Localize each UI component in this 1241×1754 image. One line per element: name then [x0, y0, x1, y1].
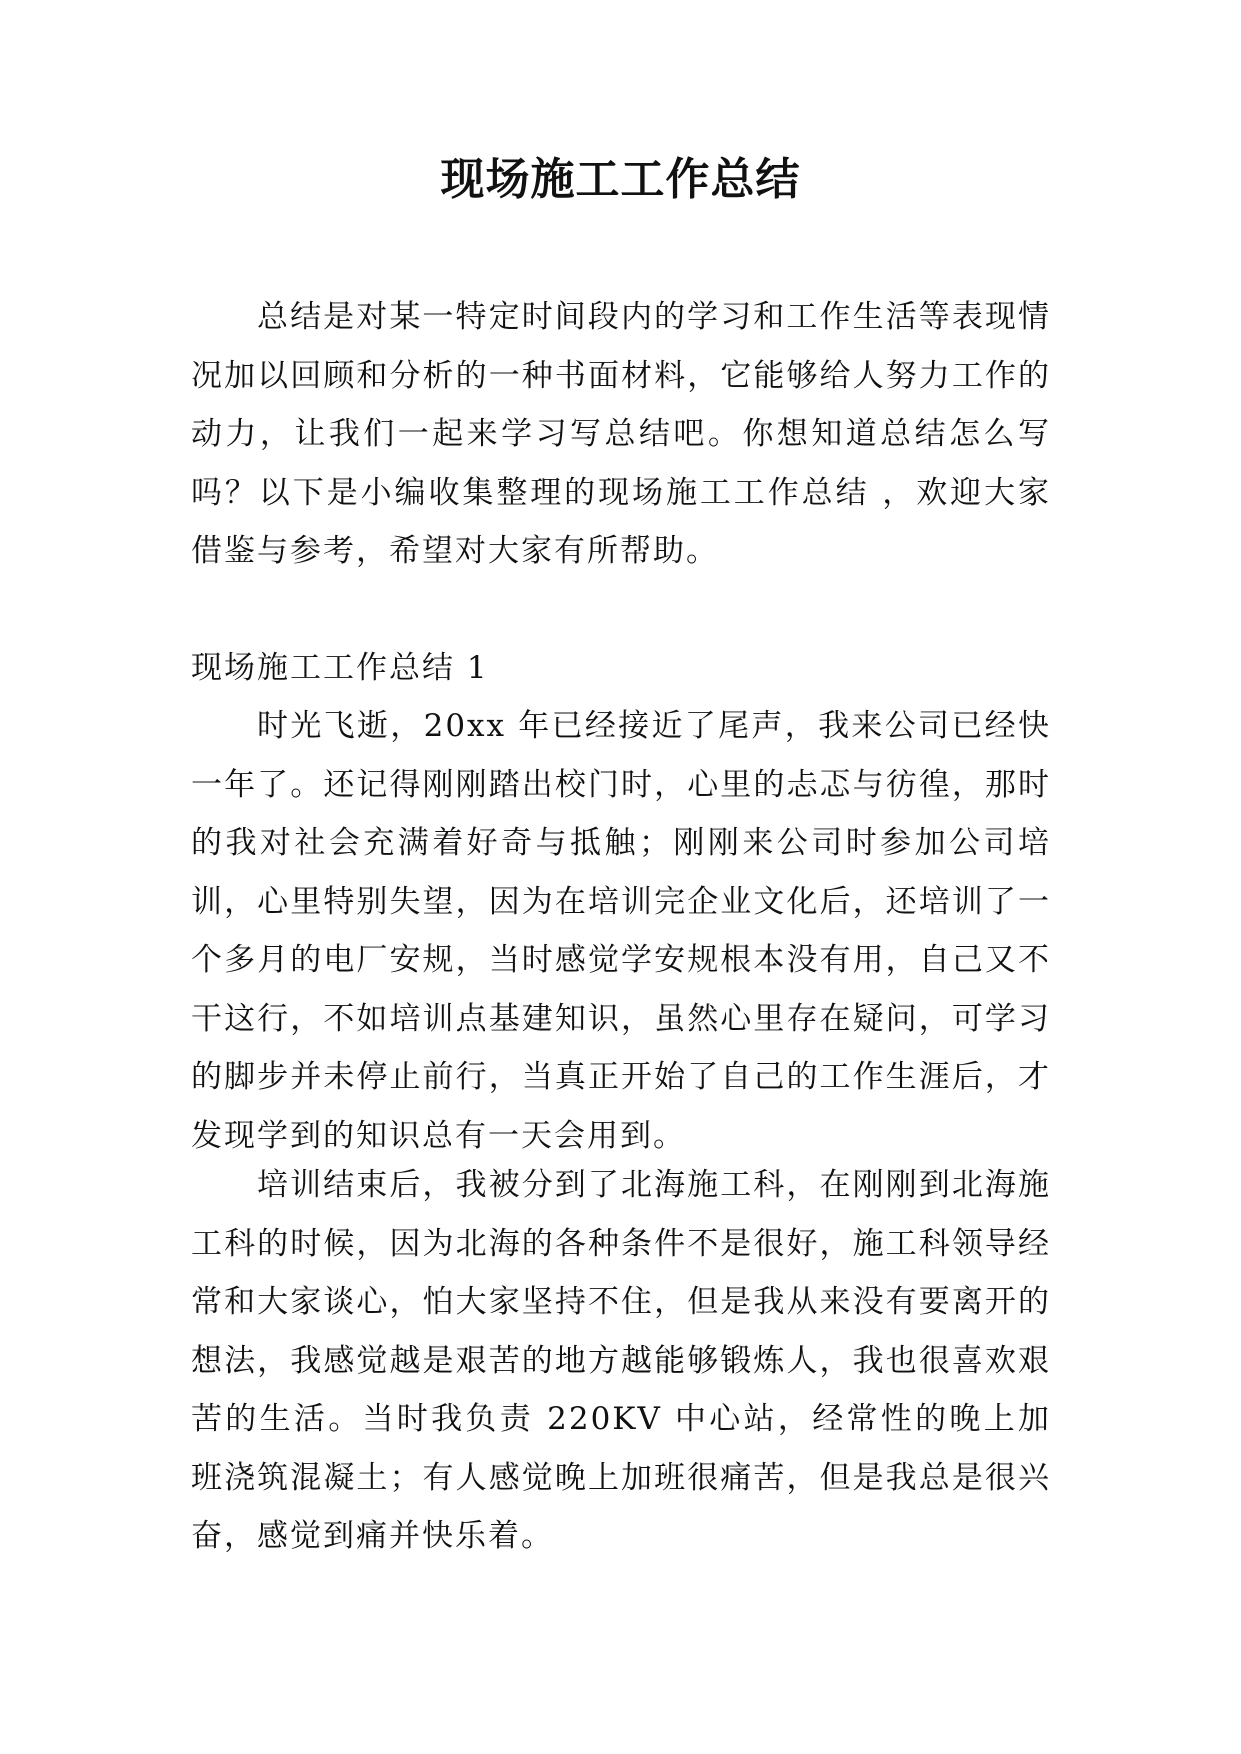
body-paragraph-1: 时光飞逝，20xx 年已经接近了尾声，我来公司已经快一年了。还记得刚刚踏出校门时，心里的忐忑与彷徨，那时的我对社会充满着好奇与抵触；刚刚来公司时参加公司培训，心里特别失望，因为在培训完企业文化后，还培训了一个多月的电厂安规，当时感觉学安规根本没有用，自己又不干这行，不如培训点基建知识，虽然心里存在疑问，可学习的脚步并未停止前行，当真正开始了自己的工作生涯后，才发现学到的知识总有一天会用到。 — [191, 708, 1051, 1154]
section-heading: 现场施工工作总结 1 — [191, 650, 489, 686]
body-paragraph-2: 培训结束后，我被分到了北海施工科，在刚刚到北海施工科的时候，因为北海的各种条件不是很好，施工科领导经常和大家谈心，怕大家坚持不住，但是我从来没有要离开的想法，我感觉越是艰苦的地方越能够锻炼人，我也很喜欢艰苦的生活。当时我负责 220KV 中心站，经常性的晚上加班浇筑混凝土；有人感觉晚上加班很痛苦，但是我总是很兴奋，感觉到痛并快乐着。 — [191, 1167, 1051, 1554]
document-title: 现场施工工作总结 — [440, 154, 801, 205]
intro-paragraph: 总结是对某一特定时间段内的学习和工作生活等表现情况加以回顾和分析的一种书面材料，它能够给人努力工作的动力，让我们一起来学习写总结吧。你想知道总结怎么写吗？以下是小编收集整理的现场施工工作总结 ，欢迎大家借鉴与参考，希望对大家有所帮助。 — [191, 299, 1051, 569]
